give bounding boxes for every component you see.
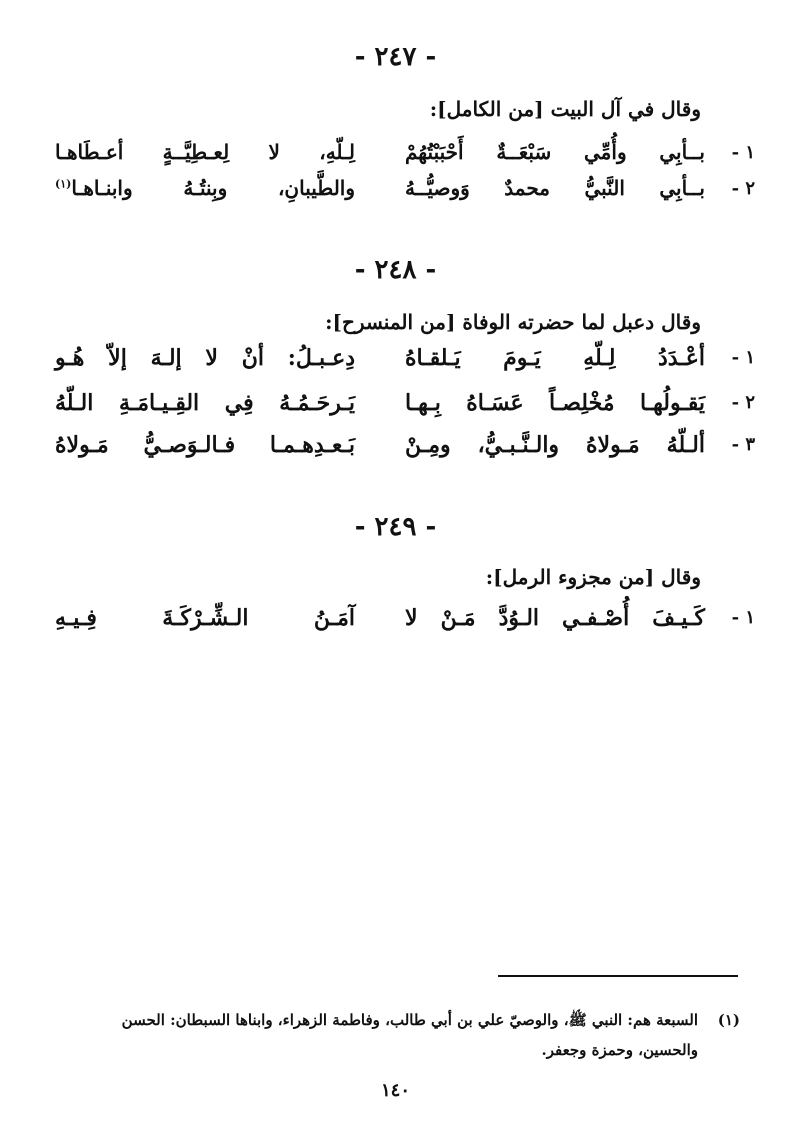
verse-first-hemistich: أعْـدَدُ لِـلّهِ يَـومَ يَـلقـاهُ bbox=[405, 345, 705, 371]
footnote-text: السبعة هم: النبي ﷺ، والوصيّ علي بن أبي طالب، وفاطمة الزهراء، وابناها السبطان: الحسن bbox=[121, 1011, 698, 1029]
verse-number: ٢ - bbox=[731, 178, 755, 199]
verse-second-hemistich: لِـلّهِ، لا لِعـطِيَّــةٍ أعـطَاهـا bbox=[55, 140, 355, 164]
footnote-line bbox=[40, 1005, 740, 1035]
verse-second-hemistich: دِعـبـلُ: أنْ لا إلـهَ إلاّ هُـو bbox=[55, 345, 355, 371]
footnote-number: (١) bbox=[717, 1011, 740, 1029]
footnote bbox=[40, 1005, 740, 1065]
verse-first-hemistich: كَـيـفَ أُصْـفـي الـوُدَّ مَـنْ لا bbox=[405, 605, 705, 631]
verse-number: ١ - bbox=[731, 607, 755, 628]
poem-number-247: - ٢٤٧ - bbox=[354, 42, 437, 72]
footnote-marker: (١) bbox=[55, 177, 72, 191]
verse-line bbox=[50, 176, 755, 216]
footnote-separator bbox=[498, 975, 738, 977]
verse-second-hemistich: آمَـنُ الـشِّـرْكَـةَ فِـيـهِ bbox=[55, 605, 355, 631]
poem-intro: وقال دعبل لما حضرته الوفاة [من المنسرح]: bbox=[325, 310, 701, 334]
verse-second-hemistich: يَـرحَـمُـهُ فِي القِـيـامَـةِ الـلّهُ bbox=[55, 390, 355, 416]
verse-line bbox=[50, 140, 755, 180]
page-number: ١٤٠ bbox=[380, 1080, 410, 1101]
verse-second-hemistich: بَـعـدِهـمـا فـالـوَصـيُّ مَـولاهُ bbox=[55, 432, 355, 458]
verse-number: ٣ - bbox=[731, 434, 755, 455]
verse-first-hemistich: بــأبِي وأُمِّي سَبْعَــةٌ أَحْبَبْتُهُمْ bbox=[405, 140, 705, 164]
verse-second-hemistich bbox=[55, 176, 355, 200]
verse-first-hemistich: يَقـولُهـا مُخْلِصـاً عَسَـاهُ بِـهـا bbox=[405, 390, 705, 416]
verse-number: ٢ - bbox=[731, 392, 755, 413]
poem-intro: وقال في آل البيت [من الكامل]: bbox=[429, 97, 701, 121]
verse-number: ١ - bbox=[731, 142, 755, 163]
verse-line bbox=[50, 432, 755, 472]
verse-second-hemistich-text: والطَّيبانِ، وبِنتُـهُ وابنـاهـا bbox=[71, 176, 355, 200]
verse-line bbox=[50, 390, 755, 430]
verse-first-hemistich: بــأبِي النَّبيُّ محمدٌ وَوصيُّــهُ bbox=[405, 176, 705, 200]
footnote-text-continued: والحسين، وحمزة وجعفر. bbox=[541, 1041, 698, 1059]
verse-line bbox=[50, 605, 755, 645]
poem-number-248: - ٢٤٨ - bbox=[354, 255, 437, 285]
verse-number: ١ - bbox=[731, 347, 755, 368]
poem-number-249: - ٢٤٩ - bbox=[354, 512, 437, 542]
poem-intro: وقال [من مجزوء الرمل]: bbox=[485, 565, 701, 589]
verse-first-hemistich: ألـلّهُ مَـولاهُ والـنَّـبـيُّ، ومِـنْ bbox=[405, 432, 705, 458]
verse-line bbox=[50, 345, 755, 385]
